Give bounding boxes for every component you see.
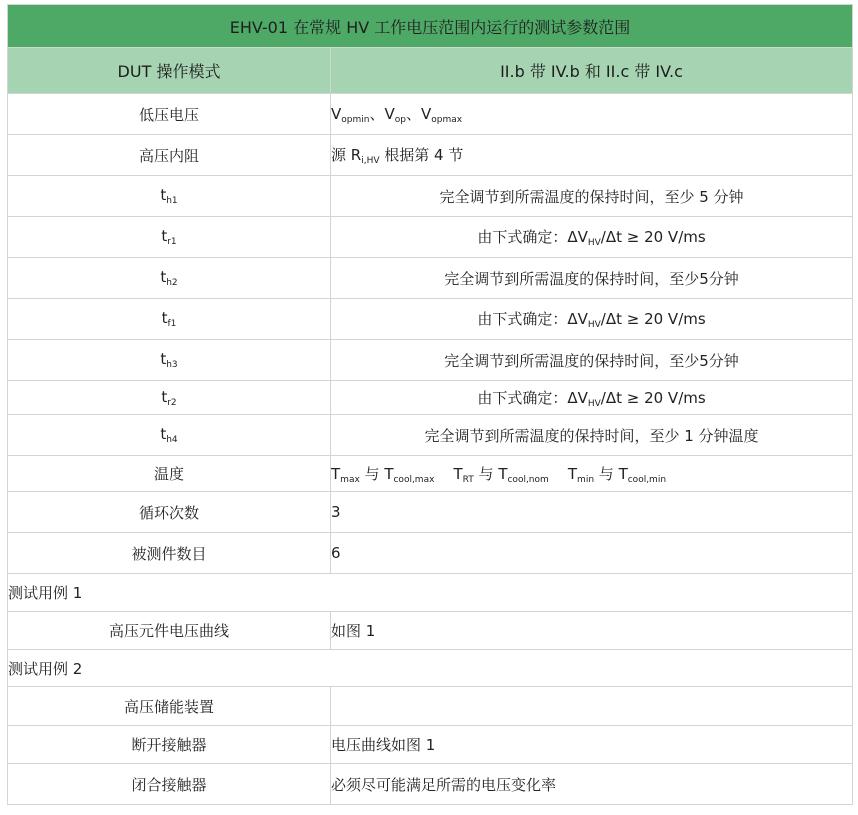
- subscript: cool,nom: [507, 474, 549, 485]
- row-value: 电压曲线如图 1: [331, 726, 853, 764]
- table-row: [8, 492, 853, 533]
- row-label: [8, 415, 331, 456]
- row-label: [8, 176, 331, 217]
- row-value: 如图 1: [331, 612, 853, 650]
- subscript: HV: [587, 238, 601, 248]
- row-label: 循环次数: [8, 492, 331, 533]
- table-title: EHV-01 在常规 HV 工作电压范围内运行的测试参数范围: [8, 5, 853, 48]
- subscript: opmin: [341, 115, 370, 125]
- subscript: r1: [167, 237, 177, 247]
- table-header-row: [8, 48, 853, 94]
- row-value: 完全调节到所需温度的保持时间，至少5分钟: [331, 340, 853, 381]
- separator: 、V: [405, 105, 432, 123]
- separator: 、V: [369, 105, 395, 123]
- subscript: h1: [166, 196, 178, 206]
- value-text: /Δt ≥ 20 V/ms: [600, 388, 706, 407]
- row-label: [8, 217, 331, 258]
- temp-symbol: T: [331, 464, 341, 483]
- table-row: [8, 381, 853, 415]
- temp-symbol: 与 T: [473, 464, 508, 483]
- table-row: [8, 94, 853, 135]
- table-row: [8, 650, 853, 687]
- subscript: HV: [587, 320, 601, 330]
- subscript: RT: [462, 474, 474, 485]
- row-label: [8, 299, 331, 340]
- subscript: r2: [167, 397, 177, 408]
- row-value: [331, 217, 853, 258]
- row-value: 6: [331, 533, 853, 574]
- value-text: /Δt ≥ 20 V/ms: [600, 228, 706, 246]
- table-row: [8, 612, 853, 650]
- subscript: min: [577, 474, 595, 485]
- row-label: 高压储能装置: [8, 687, 331, 726]
- table-row: [8, 533, 853, 574]
- row-value: 必须尽可能满足所需的电压变化率: [331, 764, 853, 805]
- row-value: [331, 135, 853, 176]
- temp-symbol: T: [453, 464, 463, 483]
- time-symbol: t: [161, 309, 168, 327]
- time-symbol: t: [160, 425, 167, 443]
- subscript: op: [394, 115, 406, 125]
- subscript: cool,min: [627, 474, 667, 485]
- temp-symbol: 与 T: [359, 464, 394, 483]
- table-row: [8, 764, 853, 805]
- voltage-symbol: V: [331, 105, 342, 123]
- row-value: [331, 381, 853, 415]
- table-row: [8, 574, 853, 612]
- value-text: 由下式确定：ΔV: [477, 228, 588, 246]
- value-text: 源 R: [331, 146, 362, 164]
- row-value: [331, 687, 853, 726]
- table-row: [8, 217, 853, 258]
- time-symbol: t: [161, 387, 168, 406]
- subscript: h4: [166, 435, 178, 445]
- test-case-2-label: 测试用例 2: [8, 650, 853, 687]
- time-symbol: t: [160, 186, 167, 204]
- time-symbol: t: [160, 268, 167, 286]
- time-symbol: t: [160, 350, 167, 368]
- row-value: 完全调节到所需温度的保持时间，至少 1 分钟温度: [331, 415, 853, 456]
- subscript: h2: [166, 278, 178, 288]
- subscript: max: [340, 474, 360, 485]
- header-operation-mode: DUT 操作模式: [8, 48, 331, 94]
- test-case-1-label: 测试用例 1: [8, 574, 853, 612]
- table-row: [8, 176, 853, 217]
- temp-symbol: 与 T: [594, 464, 628, 483]
- subscript: HV: [587, 398, 601, 409]
- subscript: f1: [167, 319, 177, 329]
- row-value: 完全调节到所需温度的保持时间，至少5分钟: [331, 258, 853, 299]
- test-parameter-table: [7, 4, 853, 805]
- table-row: [8, 299, 853, 340]
- temp-symbol: T: [567, 464, 578, 483]
- row-label: 被测件数目: [8, 533, 331, 574]
- subscript: h3: [166, 360, 178, 370]
- subscript: opmax: [431, 115, 463, 125]
- value-text: 由下式确定：ΔV: [477, 310, 588, 328]
- row-label: 高压元件电压曲线: [8, 612, 331, 650]
- row-value: 完全调节到所需温度的保持时间，至少 5 分钟: [331, 176, 853, 217]
- row-label: 断开接触器: [8, 726, 331, 764]
- row-label: [8, 340, 331, 381]
- row-label: 高压内阻: [8, 135, 331, 176]
- row-label: [8, 258, 331, 299]
- table-row: [8, 456, 853, 492]
- value-text: 根据第 4 节: [379, 146, 464, 164]
- row-value: [331, 94, 853, 135]
- row-label: 温度: [8, 456, 331, 492]
- value-text: 由下式确定：ΔV: [477, 388, 588, 407]
- row-label: 低压电压: [8, 94, 331, 135]
- time-symbol: t: [161, 227, 168, 245]
- table-row: [8, 687, 853, 726]
- value-text: /Δt ≥ 20 V/ms: [600, 310, 706, 328]
- row-label: [8, 381, 331, 415]
- row-value: [331, 299, 853, 340]
- row-label: 闭合接触器: [8, 764, 331, 805]
- subscript: cool,max: [393, 474, 435, 485]
- row-value: 3: [331, 492, 853, 533]
- row-value: [331, 456, 853, 492]
- header-mode-value: II.b 带 IV.b 和 II.c 带 IV.c: [331, 48, 853, 94]
- table-row: [8, 340, 853, 381]
- subscript: i,HV: [361, 156, 380, 166]
- table-title-row: [8, 5, 853, 48]
- table-row: [8, 726, 853, 764]
- table-row: [8, 258, 853, 299]
- table-row: [8, 415, 853, 456]
- table-row: [8, 135, 853, 176]
